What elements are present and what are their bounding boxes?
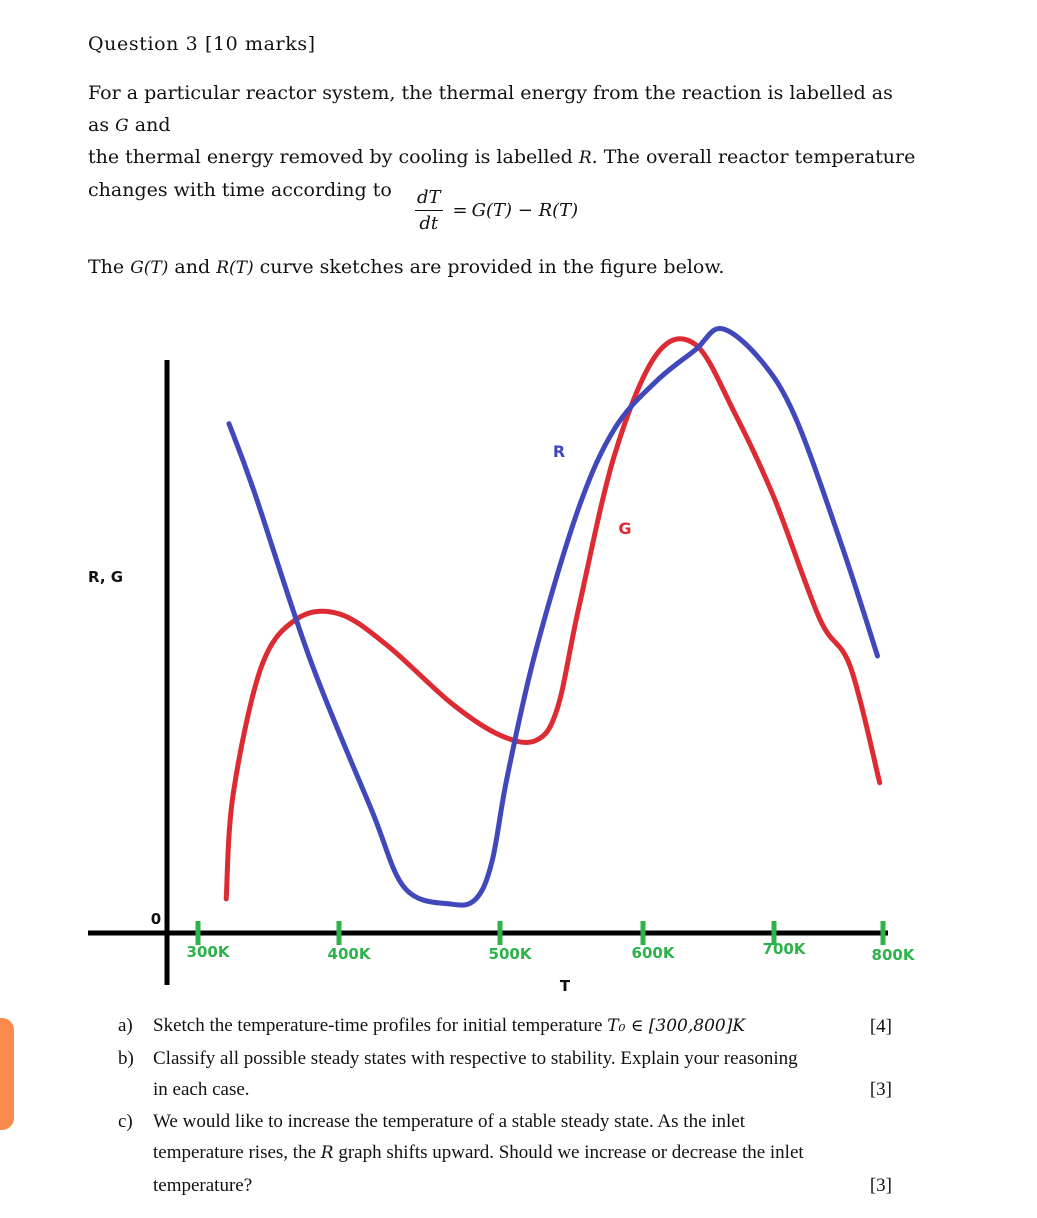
marks-badge: [3]: [869, 1079, 892, 1100]
series-g-curve: [226, 339, 880, 899]
subquestion-text: We would like to increase the temperature of a stable steady state. As the inlet: [153, 1110, 746, 1132]
variable-g: G: [115, 115, 129, 136]
series-g-label: G: [618, 519, 632, 538]
subquestion-letter: a): [118, 1015, 133, 1036]
caption-text: and: [168, 256, 217, 278]
variable-r: R: [578, 148, 592, 168]
x-tick-label: 500K: [488, 945, 532, 963]
intro-text: changes with time according to: [88, 178, 392, 201]
chart-curves: [226, 328, 880, 905]
subquestion-c: [118, 1106, 908, 1202]
x-tick-label: 600K: [631, 944, 675, 962]
equals-sign: =: [452, 200, 468, 221]
subquestion-letter: b): [118, 1047, 134, 1069]
side-bookmark-tab[interactable]: [0, 1018, 14, 1130]
x-axis-label: T: [559, 977, 571, 995]
temperature-range-expression: T₀ ∈ [300,800]K: [607, 1016, 746, 1036]
subquestion-text: temperature rises, the: [153, 1142, 321, 1163]
x-tick-label: 300K: [186, 943, 230, 961]
y-axis-label: R, G: [88, 568, 124, 586]
subquestion-letter: c): [118, 1110, 133, 1132]
caption-text: curve sketches are provided in the figure below.: [253, 256, 725, 278]
subquestion-text: temperature?: [153, 1174, 253, 1196]
x-tick-label: 800K: [871, 946, 915, 964]
figure-caption: [88, 252, 918, 285]
variable-r: R: [320, 1143, 334, 1163]
origin-label: 0: [150, 910, 162, 928]
fraction-numerator: dT: [415, 187, 443, 211]
series-r-label: R: [552, 442, 566, 461]
subquestion-text: Classify all possible steady states with respective to stability. Explain your reasoning: [153, 1047, 798, 1069]
subquestion-text: graph shifts upward. Should we increase or decrease the inlet: [333, 1142, 804, 1163]
subquestion-text: in each case.: [153, 1079, 250, 1100]
intro-text: . The overall reactor temperature: [591, 146, 916, 168]
question-heading: Question 3 [10 marks]: [88, 33, 316, 55]
series-r-curve: [229, 328, 878, 905]
intro-text: and: [128, 113, 171, 136]
x-tick-label: 400K: [327, 945, 371, 963]
intro-text: For a particular reactor system, the thermal energy from the reaction is labelled as as: [88, 82, 893, 136]
x-tick-label: 700K: [762, 940, 806, 958]
subquestion-b: [118, 1043, 908, 1106]
equation-rhs: G(T) − R(T): [471, 200, 579, 221]
caption-r-function: R(T): [216, 258, 254, 278]
caption-text: The: [88, 256, 131, 278]
subquestion-text: Sketch the temperature-time profiles for initial temperature: [153, 1015, 608, 1036]
caption-g-function: G(T): [130, 258, 169, 278]
marks-badge: [4]: [869, 1016, 892, 1037]
derivative-fraction: [415, 187, 443, 234]
marks-badge: [3]: [869, 1174, 892, 1196]
governing-equation: [415, 187, 578, 234]
intro-text: the thermal energy removed by cooling is labelled: [88, 146, 579, 168]
chart-labels: [88, 442, 916, 995]
subquestion-list: [118, 1010, 908, 1201]
chart-axes: [88, 360, 888, 985]
fraction-denominator: dt: [419, 213, 439, 234]
subquestion-a: [118, 1010, 908, 1043]
rg-vs-temperature-chart: [0, 300, 1037, 1000]
